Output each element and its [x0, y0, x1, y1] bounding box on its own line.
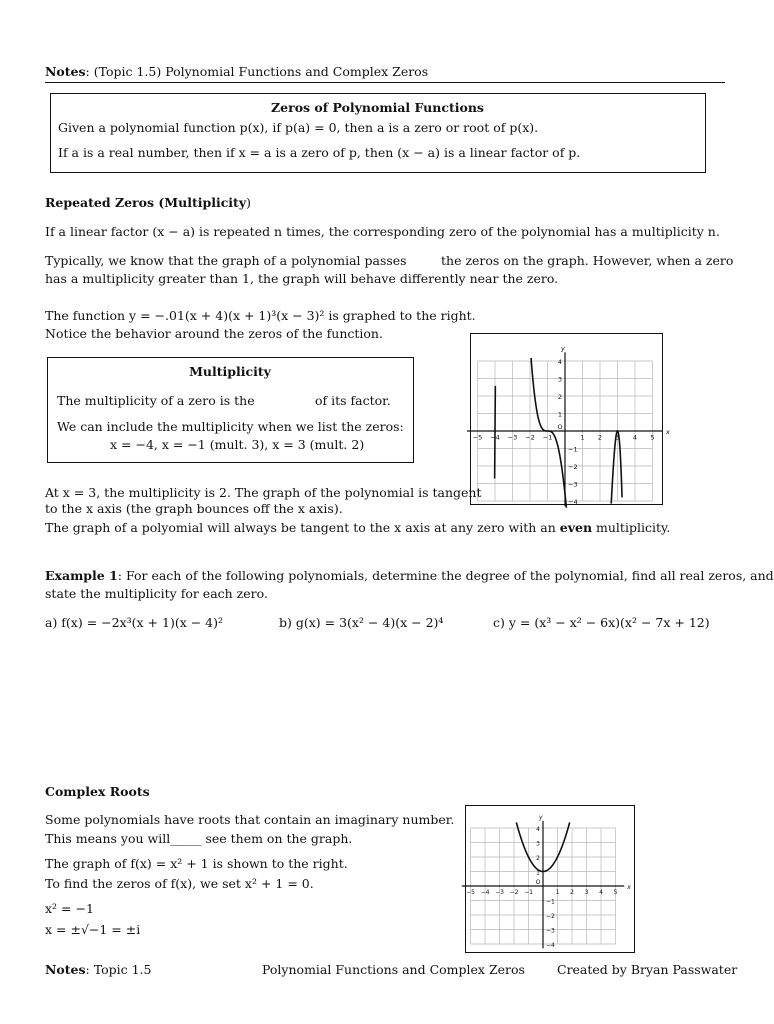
x-tick-label: 3	[615, 433, 620, 442]
x-tick-label: 4	[599, 889, 603, 896]
complex-l2: This means you will_____ see them on the graph.	[45, 831, 353, 846]
repeated-p2a: Typically, we know that the graph of a polynomial passes	[45, 253, 407, 268]
header-title: : (Topic 1.5) Polynomial Functions and Complex Zeros	[85, 64, 429, 79]
repeated-p2b: the zeros on the graph. However, when a zero	[441, 253, 734, 268]
multiplicity-box	[47, 357, 414, 463]
polynomial-graph-svg	[471, 334, 670, 506]
x-tick-label: −1	[524, 889, 533, 896]
x-axis-label: x	[627, 884, 631, 891]
parabola-graph	[465, 805, 635, 953]
y-tick-label: 4	[557, 358, 562, 366]
y-tick-label: −1	[546, 898, 555, 906]
repeated-p1: If a linear factor (x − a) is repeated n times, the corresponding zero of the polynomial has a multiplicity n.	[45, 224, 720, 239]
x-tick-label: 3	[584, 889, 589, 896]
x-tick-label: −5	[466, 889, 475, 896]
x-tick-label: O	[557, 423, 563, 431]
x-tick-label: −1	[542, 433, 553, 442]
y-tick-label: 2	[536, 855, 540, 862]
complex-l4: To find the zeros of f(x), we set x² + 1 = 0.	[45, 876, 314, 891]
header-rule	[45, 82, 725, 83]
x-tick-label: 1	[555, 889, 560, 896]
notes-label: Notes	[45, 64, 86, 79]
x-tick-label: 2	[597, 433, 603, 442]
footer-left: Notes: Topic 1.5	[45, 962, 152, 977]
y-tick-label: 2	[557, 393, 562, 401]
example1-line2: state the multiplicity for each zero.	[45, 586, 268, 601]
x-tick-label: −3	[507, 433, 518, 442]
x-tick-label: −4	[480, 889, 490, 896]
x-tick-label: 4	[632, 433, 638, 442]
x-axis-label: x	[666, 428, 670, 436]
example1-label: Example 1	[45, 568, 118, 583]
x-tick-label: 5	[650, 433, 655, 442]
x-tick-label: −2	[525, 433, 535, 442]
parabola-graph-svg	[466, 806, 634, 952]
multiplicity-line3: x = −4, x = −1 (mult. 3), x = 3 (mult. 2)	[110, 437, 365, 452]
y-axis-label: y	[561, 344, 565, 353]
example1-part-b: b) g(x) = 3(x² − 4)(x − 2)⁴	[279, 615, 444, 630]
zeros-box-line1: Given a polynomial function p(x), if p(a) = 0, then a is a zero or root of p(x).	[58, 120, 539, 135]
repeated-p2c: has a multiplicity greater than 1, the graph will behave differently near the zero.	[45, 271, 559, 286]
example1-line1: Example 1: For each of the following polynomials, determine the degree of the polynomial, find all real zeros, and	[45, 568, 774, 583]
tangent-l1: At x = 3, the multiplicity is 2. The graph of the polynomial is tangent	[45, 485, 482, 500]
repeated-p3a: The function y = −.01(x + 4)(x + 1)³(x − 3)² is graphed to the right.	[45, 308, 476, 323]
y-axis-label: y	[539, 813, 543, 821]
multiplicity-line1b: of its factor.	[315, 393, 391, 408]
complex-heading: Complex Roots	[45, 784, 150, 799]
x-tick-label: 1	[580, 433, 585, 442]
tangent-l3: The graph of a polyomial will always be tangent to the x axis at any zero with an even multiplicity.	[45, 520, 671, 535]
footer-center: Polynomial Functions and Complex Zeros	[262, 962, 525, 977]
zeros-box	[50, 93, 706, 173]
y-tick-label: 3	[557, 375, 562, 384]
y-tick-label: −2	[546, 913, 555, 920]
y-tick-label: −3	[568, 480, 578, 489]
multiplicity-line2: We can include the multiplicity when we list the zeros:	[57, 419, 404, 434]
polynomial-graph	[470, 333, 670, 506]
y-tick-label: −4	[546, 942, 555, 949]
tangent-l2: to the x axis (the graph bounces off the x axis).	[45, 501, 343, 516]
y-tick-label: 3	[536, 840, 540, 848]
x-tick-label: O	[535, 879, 541, 886]
zeros-box-title: Zeros of Polynomial Functions	[271, 100, 484, 115]
example1-part-c: c) y = (x³ − x² − 6x)(x² − 7x + 12)	[493, 615, 710, 630]
multiplicity-box-title: Multiplicity	[189, 364, 271, 379]
y-tick-label: −3	[546, 927, 555, 935]
complex-l6: x = ±√−1 = ±i	[45, 922, 141, 937]
x-tick-label: −4	[490, 433, 500, 442]
zeros-box-line2: If a is a real number, then if x = a is a zero of p, then (x − a) is a linear factor of p.	[58, 145, 581, 160]
y-tick-label: 4	[536, 826, 540, 833]
complex-l1: Some polynomials have roots that contain an imaginary number.	[45, 812, 455, 827]
x-tick-label: −3	[495, 889, 504, 896]
example1-part-a: a) f(x) = −2x³(x + 1)(x − 4)²	[45, 615, 224, 630]
y-tick-label: −4	[568, 498, 578, 506]
complex-l3: The graph of f(x) = x² + 1 is shown to the right.	[45, 856, 348, 871]
x-tick-label: −5	[472, 433, 483, 442]
page-header	[45, 64, 428, 79]
y-tick-label: 1	[536, 869, 540, 877]
y-tick-label: 1	[557, 410, 562, 419]
multiplicity-line1a: The multiplicity of a zero is the	[57, 393, 255, 408]
repeated-zeros-heading: Repeated Zeros (Multiplicity)	[45, 195, 251, 210]
repeated-p3b: Notice the behavior around the zeros of the function.	[45, 326, 383, 341]
x-tick-label: 5	[613, 889, 618, 896]
y-tick-label: −2	[568, 463, 578, 471]
footer-right: Created by Bryan Passwater	[557, 962, 738, 977]
complex-l5: x² = −1	[45, 901, 94, 916]
y-tick-label: −1	[568, 445, 578, 454]
x-tick-label: −2	[509, 889, 519, 896]
x-tick-label: 2	[570, 889, 574, 896]
